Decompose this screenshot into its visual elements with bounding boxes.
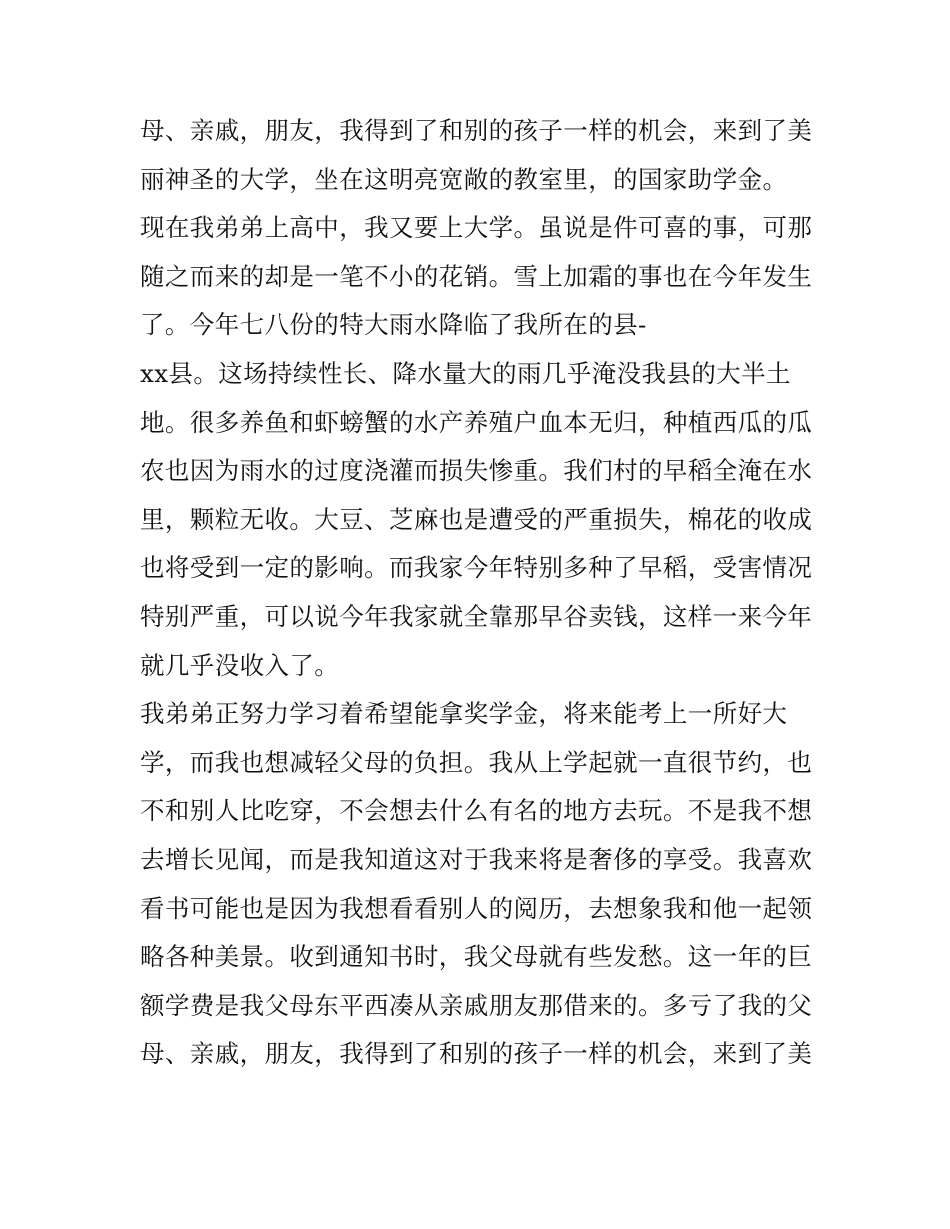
text-line-18: 略各种美景。收到通知书时，我父母就有些发愁。这一年的巨	[140, 942, 813, 972]
text-line-10: 也将受到一定的影响。而我家今年特别多种了早稻，受害情况	[140, 553, 813, 583]
text-line-2: 丽神圣的大学，坐在这明亮宽敞的教室里，的国家助学金。	[140, 164, 788, 194]
text-line-16: 去增长见闻，而是我知道这对于我来将是奢侈的享受。我喜欢	[140, 844, 813, 874]
text-line-1: 母、亲戚，朋友，我得到了和别的孩子一样的机会，来到了美	[140, 116, 813, 145]
text-line-12: 就几乎没收入了。	[140, 650, 340, 680]
text-line-7: 地。很多养鱼和虾螃蟹的水产养殖户血本无归，种植西瓜的瓜	[140, 407, 813, 437]
text-line-4: 随之而来的却是一笔不小的花销。雪上加霜的事也在今年发生	[140, 261, 813, 291]
text-line-15: 不和别人比吃穿，不会想去什么有名的地方去玩。不是我不想	[140, 796, 813, 826]
text-line-3: 现在我弟弟上高中，我又要上大学。虽说是件可喜的事，可那	[140, 213, 813, 243]
document-body	[140, 107, 830, 1079]
text-line-13: 我弟弟正努力学习着希望能拿奖学金，将来能考上一所好大	[140, 699, 788, 729]
text-line-19: 额学费是我父母东平西凑从亲戚朋友那借来的。多亏了我的父	[140, 990, 813, 1020]
text-line-8: 农也因为雨水的过度浇灌而损失惨重。我们村的早稻全淹在水	[140, 456, 813, 486]
text-line-14: 学，而我也想减轻父母的负担。我从上学起就一直很节约，也	[140, 747, 813, 777]
text-line-11: 特别严重，可以说今年我家就全靠那早谷卖钱，这样一来今年	[140, 601, 813, 631]
text-line-17: 看书可能也是因为我想看看别人的阅历，去想象我和他一起领	[140, 893, 813, 923]
text-line-20: 母、亲戚，朋友，我得到了和别的孩子一样的机会，来到了美	[140, 1039, 813, 1069]
text-line-6: xx县。这场持续性长、降水量大的雨几乎淹没我县的大半土	[140, 358, 791, 388]
text-line-9: 里，颗粒无收。大豆、芝麻也是遭受的严重损失，棉花的收成	[140, 504, 813, 534]
text-line-5: 了。今年七八份的特大雨水降临了我所在的县-	[140, 310, 647, 340]
